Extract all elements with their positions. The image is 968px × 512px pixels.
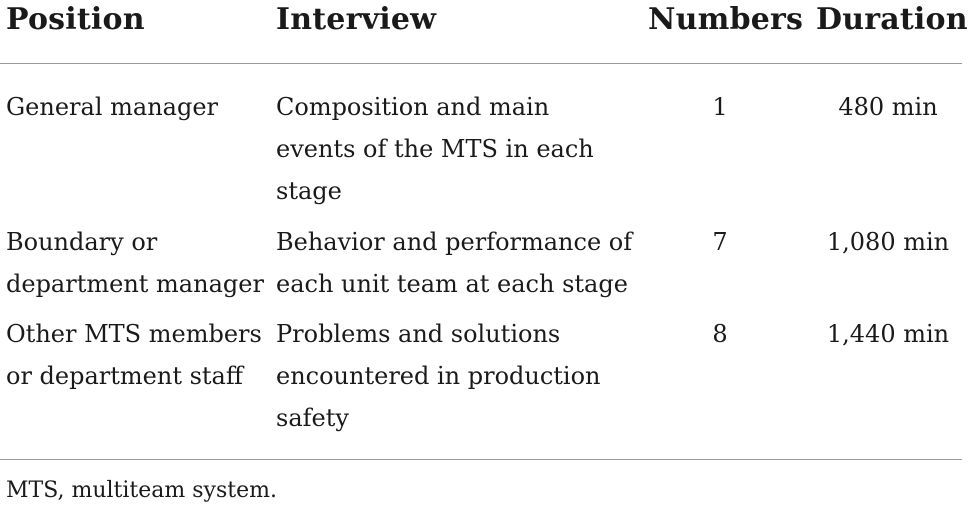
cell-numbers: 7 [712,228,728,256]
cell-duration: 480 min [838,93,938,121]
header-numbers: Numbers [648,2,804,37]
cell-position: General manager [6,93,218,121]
header-interview: Interview [276,2,437,37]
cell-duration: 1,080 min [826,228,950,256]
header-position: Position [6,2,145,37]
table-header-row [0,0,968,44]
cell-numbers: 1 [712,93,728,121]
cell-interview: Composition and main events of the MTS in each stage [276,93,594,205]
cell-numbers: 8 [712,320,728,348]
cell-interview: Behavior and performance of each unit team at each stage [276,228,633,298]
cell-position: Boundary or department manager [6,228,264,298]
table-footnote: MTS, multiteam system. [6,478,277,503]
table-bottom-divider [0,459,962,460]
cell-duration: 1,440 min [826,320,950,348]
header-divider [0,63,962,64]
header-duration: Duration [816,2,968,37]
cell-position: Other MTS members or department staff [6,320,262,390]
cell-interview: Problems and solutions encountered in production safety [276,320,601,432]
